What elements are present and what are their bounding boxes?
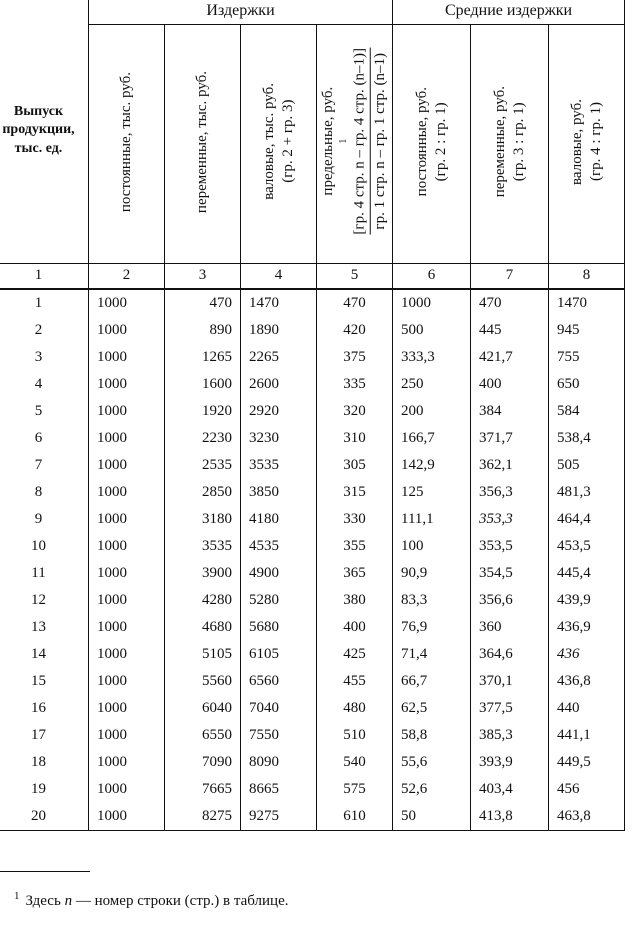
row-header-line-2: продукции,	[2, 122, 75, 138]
table-cell: 333,3	[393, 344, 471, 371]
table-cell: 538,4	[549, 425, 625, 452]
table-cell: 481,3	[549, 479, 625, 506]
footnote-text-before: Здесь	[25, 893, 65, 909]
table-cell: 1000	[89, 776, 165, 803]
table-cell: 1	[0, 289, 89, 317]
table-body	[0, 289, 625, 831]
table-cell: 4	[0, 371, 89, 398]
table-cell: 5280	[241, 587, 317, 614]
column-header-marginal	[317, 25, 393, 264]
table-cell: 354,5	[471, 560, 549, 587]
table-row	[0, 344, 625, 371]
table-cell: 58,8	[393, 722, 471, 749]
table-cell: 755	[549, 344, 625, 371]
table-row	[0, 668, 625, 695]
table-cell: 945	[549, 317, 625, 344]
table-cell: 6105	[241, 641, 317, 668]
table-cell: 5560	[165, 668, 241, 695]
table-cell: 3900	[165, 560, 241, 587]
table-cell: 125	[393, 479, 471, 506]
table-cell: 1000	[89, 641, 165, 668]
table-cell: 310	[317, 425, 393, 452]
table-row	[0, 722, 625, 749]
table-cell: 650	[549, 371, 625, 398]
table-cell: 371,7	[471, 425, 549, 452]
table-row	[0, 641, 625, 668]
table-cell: 436	[549, 641, 625, 668]
table-cell: 375	[317, 344, 393, 371]
table-cell: 6560	[241, 668, 317, 695]
column-number: 3	[165, 264, 241, 290]
table-cell: 15	[0, 668, 89, 695]
table-cell: 4680	[165, 614, 241, 641]
table-cell: 7665	[165, 776, 241, 803]
column-number: 5	[317, 264, 393, 290]
table-cell: 445,4	[549, 560, 625, 587]
column-header-avg-gross-formula: (гр. 4 : гр. 1)	[587, 102, 604, 182]
table-row	[0, 506, 625, 533]
table-cell: 463,8	[549, 803, 625, 831]
table-cell: 1470	[549, 289, 625, 317]
table-cell: 400	[471, 371, 549, 398]
table-cell: 436,8	[549, 668, 625, 695]
table-cell: 2850	[165, 479, 241, 506]
footnote-divider	[0, 871, 90, 872]
table-cell: 330	[317, 506, 393, 533]
column-number: 4	[241, 264, 317, 290]
table-cell: 510	[317, 722, 393, 749]
table-cell: 335	[317, 371, 393, 398]
table-cell: 421,7	[471, 344, 549, 371]
table-cell: 1000	[89, 695, 165, 722]
table-cell: 1000	[89, 749, 165, 776]
table-cell: 1000	[89, 668, 165, 695]
column-header-marginal-label: предельные, руб. 1	[319, 48, 350, 235]
table-cell: 1000	[89, 614, 165, 641]
table-cell: 6040	[165, 695, 241, 722]
table-cell: 1000	[393, 289, 471, 317]
table-cell: 320	[317, 398, 393, 425]
table-cell: 8090	[241, 749, 317, 776]
table-cell: 425	[317, 641, 393, 668]
table-cell: 1000	[89, 803, 165, 831]
table-cell: 8665	[241, 776, 317, 803]
table-cell: 50	[393, 803, 471, 831]
table-cell: 2600	[241, 371, 317, 398]
table-cell: 1000	[89, 425, 165, 452]
table-cell: 11	[0, 560, 89, 587]
table-cell: 440	[549, 695, 625, 722]
table-cell: 500	[393, 317, 471, 344]
table-cell: 3	[0, 344, 89, 371]
group-header-average-costs: Средние издержки	[393, 0, 625, 25]
table-cell: 890	[165, 317, 241, 344]
table-cell: 353,5	[471, 533, 549, 560]
table-cell: 439,9	[549, 587, 625, 614]
table-cell: 17	[0, 722, 89, 749]
table-cell: 7	[0, 452, 89, 479]
table-cell: 62,5	[393, 695, 471, 722]
column-number: 8	[549, 264, 625, 290]
marginal-formula-denominator: гр. 1 стр. n – гр. 1 стр. (n–1)	[372, 53, 389, 230]
table-cell: 5105	[165, 641, 241, 668]
table-cell: 14	[0, 641, 89, 668]
table-cell: 356,3	[471, 479, 549, 506]
table-cell: 9275	[241, 803, 317, 831]
column-header-avg-gross-label: валовые, руб.	[568, 98, 585, 185]
table-cell: 200	[393, 398, 471, 425]
column-header-gross-label: валовые, тыс. руб.	[260, 83, 277, 200]
table-cell: 1000	[89, 722, 165, 749]
table-row	[0, 452, 625, 479]
table-cell: 441,1	[549, 722, 625, 749]
table-cell: 1000	[89, 317, 165, 344]
table-cell: 52,6	[393, 776, 471, 803]
row-header-line-1: Выпуск	[13, 104, 64, 120]
column-number: 1	[0, 264, 89, 290]
footnote-text-after: — номер строки (стр.) в таблице.	[72, 893, 289, 909]
column-header-variable-label: переменные, тыс. руб.	[194, 70, 211, 213]
table-cell: 1000	[89, 533, 165, 560]
table-cell: 250	[393, 371, 471, 398]
column-header-avg-variable-label: переменные, руб.	[491, 85, 508, 198]
table-cell: 364,6	[471, 641, 549, 668]
column-header-avg-variable-formula: (гр. 3 : гр. 1)	[510, 102, 527, 182]
table-cell: 2	[0, 317, 89, 344]
table-cell: 9	[0, 506, 89, 533]
table-cell: 413,8	[471, 803, 549, 831]
table-cell: 480	[317, 695, 393, 722]
table-cell: 18	[0, 749, 89, 776]
table-cell: 380	[317, 587, 393, 614]
table-cell: 71,4	[393, 641, 471, 668]
table-cell: 1000	[89, 398, 165, 425]
column-header-avg-fixed	[393, 25, 471, 264]
column-header-fixed-label: постоянные, тыс. руб.	[118, 71, 135, 212]
table-row	[0, 749, 625, 776]
table-cell: 362,1	[471, 452, 549, 479]
column-header-variable	[165, 25, 241, 264]
table-row	[0, 398, 625, 425]
row-header-output	[0, 0, 89, 264]
table-cell: 7040	[241, 695, 317, 722]
table-cell: 584	[549, 398, 625, 425]
column-number: 2	[89, 264, 165, 290]
table-cell: 1000	[89, 452, 165, 479]
table-cell: 1000	[89, 344, 165, 371]
table-row	[0, 317, 625, 344]
table-cell: 420	[317, 317, 393, 344]
table-row	[0, 425, 625, 452]
table-cell: 403,4	[471, 776, 549, 803]
marginal-formula-fraction	[350, 48, 390, 235]
table-cell: 4180	[241, 506, 317, 533]
table-cell: 1000	[89, 371, 165, 398]
column-header-avg-variable	[471, 25, 549, 264]
table-cell: 3180	[165, 506, 241, 533]
row-header-line-3: тыс. ед.	[14, 140, 63, 156]
table-cell: 13	[0, 614, 89, 641]
table-cell: 365	[317, 560, 393, 587]
table-cell: 8	[0, 479, 89, 506]
group-header-costs: Издержки	[89, 0, 393, 25]
table-row	[0, 533, 625, 560]
table-row	[0, 371, 625, 398]
table-cell: 3535	[165, 533, 241, 560]
table-cell: 8275	[165, 803, 241, 831]
table-cell: 2535	[165, 452, 241, 479]
table-cell: 1470	[241, 289, 317, 317]
table-cell: 3230	[241, 425, 317, 452]
column-number: 6	[393, 264, 471, 290]
table-cell: 2920	[241, 398, 317, 425]
table-cell: 1920	[165, 398, 241, 425]
table-cell: 1000	[89, 587, 165, 614]
table-cell: 353,3	[471, 506, 549, 533]
table-cell: 3850	[241, 479, 317, 506]
table-cell: 453,5	[549, 533, 625, 560]
table-cell: 1890	[241, 317, 317, 344]
table-cell: 470	[317, 289, 393, 317]
table-cell: 20	[0, 803, 89, 831]
table-cell: 445	[471, 317, 549, 344]
table-row	[0, 776, 625, 803]
table-cell: 449,5	[549, 749, 625, 776]
table-row	[0, 803, 625, 831]
table-cell: 1265	[165, 344, 241, 371]
column-header-fixed	[89, 25, 165, 264]
table-cell: 10	[0, 533, 89, 560]
table-cell: 7550	[241, 722, 317, 749]
table-cell: 455	[317, 668, 393, 695]
table-cell: 55,6	[393, 749, 471, 776]
table-cell: 377,5	[471, 695, 549, 722]
table-cell: 6	[0, 425, 89, 452]
table-cell: 393,9	[471, 749, 549, 776]
table-cell: 384	[471, 398, 549, 425]
table-cell: 166,7	[393, 425, 471, 452]
table-cell: 400	[317, 614, 393, 641]
table-cell: 90,9	[393, 560, 471, 587]
table-cell: 6550	[165, 722, 241, 749]
table-cell: 19	[0, 776, 89, 803]
marginal-formula-numerator: [гр. 4 стр. n – гр. 4 стр. (n–1)]	[350, 48, 371, 235]
table-cell: 142,9	[393, 452, 471, 479]
table-row	[0, 587, 625, 614]
table-cell: 360	[471, 614, 549, 641]
table-cell: 7090	[165, 749, 241, 776]
table-cell: 370,1	[471, 668, 549, 695]
table-cell: 3535	[241, 452, 317, 479]
column-header-gross-formula: (гр. 2 + гр. 3)	[279, 99, 296, 184]
table-cell: 1000	[89, 289, 165, 317]
table-cell: 5680	[241, 614, 317, 641]
footnote-reference: 1	[337, 139, 349, 145]
table-row	[0, 560, 625, 587]
table-cell: 505	[549, 452, 625, 479]
column-header-avg-fixed-label: постоянные, руб.	[413, 86, 430, 197]
table-cell: 1000	[89, 506, 165, 533]
table-cell: 4280	[165, 587, 241, 614]
table-cell: 385,3	[471, 722, 549, 749]
table-cell: 1000	[89, 560, 165, 587]
table-cell: 610	[317, 803, 393, 831]
table-cell: 456	[549, 776, 625, 803]
table-cell: 111,1	[393, 506, 471, 533]
table-cell: 12	[0, 587, 89, 614]
table-row	[0, 614, 625, 641]
table-cell: 464,4	[549, 506, 625, 533]
table-cell: 4535	[241, 533, 317, 560]
table-cell: 5	[0, 398, 89, 425]
table-cell: 2265	[241, 344, 317, 371]
table-cell: 315	[317, 479, 393, 506]
table-cell: 436,9	[549, 614, 625, 641]
table-cell: 1000	[89, 479, 165, 506]
table-cell: 2230	[165, 425, 241, 452]
column-header-avg-fixed-formula: (гр. 2 : гр. 1)	[432, 102, 449, 182]
table-cell: 575	[317, 776, 393, 803]
table-cell: 356,6	[471, 587, 549, 614]
table-cell: 76,9	[393, 614, 471, 641]
table-cell: 540	[317, 749, 393, 776]
table-row	[0, 289, 625, 317]
table-cell: 470	[471, 289, 549, 317]
table-cell: 355	[317, 533, 393, 560]
table-cell: 4900	[241, 560, 317, 587]
column-header-avg-gross	[549, 25, 625, 264]
footnote-variable: n	[64, 893, 73, 909]
footnote	[14, 890, 289, 910]
table-cell: 305	[317, 452, 393, 479]
table-cell: 470	[165, 289, 241, 317]
column-header-gross	[241, 25, 317, 264]
table-cell: 83,3	[393, 587, 471, 614]
table-cell: 66,7	[393, 668, 471, 695]
footnote-mark: 1	[14, 890, 20, 902]
table-row	[0, 479, 625, 506]
table-cell: 1600	[165, 371, 241, 398]
table-cell: 100	[393, 533, 471, 560]
table-row	[0, 695, 625, 722]
column-number: 7	[471, 264, 549, 290]
column-number-row	[0, 264, 625, 290]
table-cell: 16	[0, 695, 89, 722]
